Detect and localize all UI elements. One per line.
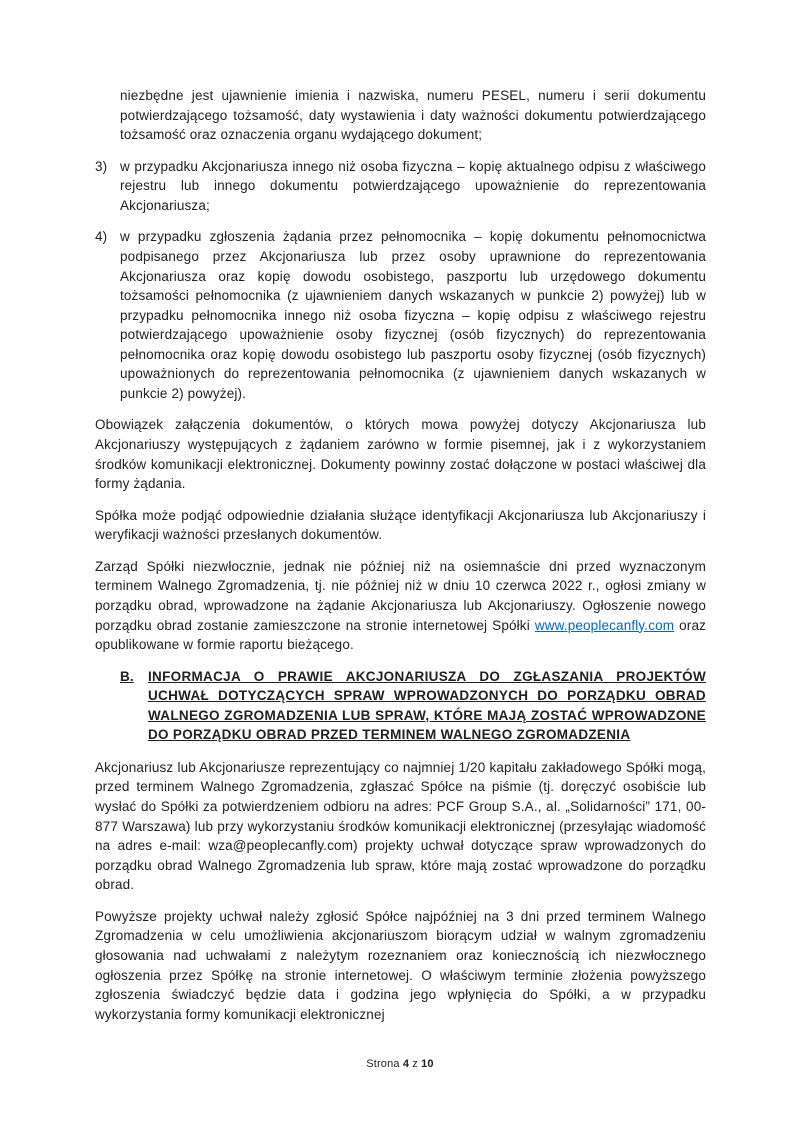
section-b-heading [95, 667, 706, 745]
paragraph-agenda-changes [95, 557, 706, 655]
document-content [95, 86, 706, 1036]
paragraph-agenda-changes-text-after: oraz opublikowane w formie raportu bieżącego. [95, 617, 707, 653]
paragraph-attachment-obligation: Obowiązek załączenia dokumentów, o których mowa powyżej dotyczy Akcjonariusza lub Akcjonariuszy występujących z żądaniem zarówno w formie pisemnej, jak i z wykorzystaniem środków komunikacji elektronicznej. Dokumenty powinny zostać dołączone w postaci właściwej dla formy żądania. [95, 417, 706, 492]
footer-of-label: z [409, 1058, 422, 1070]
list-item-3 [95, 157, 706, 216]
paragraph-agenda-changes-text-before: Zarząd Spółki niezwłocznie, jednak nie później niż na osiemnaście dni przed wyznaczonym terminem Walnego Zgromadzenia, tj. nie później niż w dniu 10 czerwca 2022 r., ogłosi zmiany w porządku obrad, wprowadzone na żądanie Akcjonariusza lub Akcjonariuszy. Ogłoszenie nowego porządku obrad zostanie zamieszczone na stronie internetowej Spółki [95, 558, 706, 633]
company-website-link[interactable]: www.peoplecanfly.com [534, 617, 675, 633]
section-b-title: INFORMACJA O PRAWIE AKCJONARIUSZA DO ZGŁASZANIA PROJEKTÓW UCHWAŁ DOTYCZĄCYCH SPRAW WPROWADZONYCH DO PORZĄDKU OBRAD WALNEGO ZGROMADZENIA LUB SPRAW, KTÓRE MAJĄ ZOSTAĆ WPROWADZONE DO PORZĄDKU OBRAD PRZED TERMINEM WALNEGO ZGROMADZENIA [148, 668, 706, 743]
footer-page-number: 4 [402, 1058, 410, 1070]
paragraph-submission-deadline: Powyższe projekty uchwał należy zgłosić Spółce najpóźniej na 3 dni przed terminem Walnego Zgromadzenia w celu umożliwienia akcjonariuszom biorącym udział w walnym zgromadzeniu głosowania nad uchwałami z należytym rozeznaniem oraz koniecznością ich niezwłocznego ogłoszenia przez Spółkę na stronie internetowej. O właściwym terminie złożenia powyższego zgłoszenia świadczyć będzie data i godzina jego wpłynięcia do Spółki, a w przypadku wykorzystania formy komunikacji elektronicznej [95, 908, 706, 1022]
list-item-4 [95, 227, 706, 403]
list-item-2-continuation-text: niezbędne jest ujawnienie imienia i nazwiska, numeru PESEL, numeru i serii dokumentu potwierdzającego tożsamość, daty wystawienia i daty ważności dokumentu potwierdzającego tożsamość oraz oznaczenia organu wydającego dokument; [120, 88, 706, 143]
list-item-3-text: w przypadku Akcjonariusza innego niż osoba fizyczna – kopię aktualnego odpisu z właściwego rejestru lub innego dokumentu potwierdzającego upoważnienie do reprezentowania Akcjonariusza; [120, 158, 706, 213]
list-item-3-number: 3) [95, 158, 108, 174]
section-b-letter: B. [120, 668, 134, 684]
paragraph-verification: Spółka może podjąć odpowiednie działania służące identyfikacji Akcjonariusza lub Akcjonariuszy i weryfikacji ważności przesłanych dokumentów. [95, 507, 706, 543]
footer-total-pages: 10 [421, 1058, 434, 1070]
footer-page-label: Strona [366, 1058, 403, 1070]
list-item-4-number: 4) [95, 229, 108, 245]
paragraph-draft-resolutions-right: Akcjonariusz lub Akcjonariusze reprezentujący co najmniej 1/20 kapitału zakładowego Spółki mogą, przed terminem Walnego Zgromadzenia, zgłaszać Spółce na piśmie (tj. doręczyć osobiście lub wysłać do Spółki za potwierdzeniem odbioru na adres: PCF Group S.A., al. „Solidarności” 171, 00-877 Warszawa) lub przy wykorzystaniu środków komunikacji elektronicznej (przesyłając wiadomość na adres e-mail: wza@peoplecanfly.com) projekty uchwał dotyczące spraw wprowadzonych do porządku obrad Walnego Zgromadzenia lub spraw, które mają zostać wprowadzone do porządku obrad. [95, 759, 706, 893]
page-footer [0, 1057, 800, 1073]
list-item-4-text: w przypadku zgłoszenia żądania przez pełnomocnika – kopię dokumentu pełnomocnictwa podpisanego przez Akcjonariusza lub przez osoby uprawnione do reprezentowania Akcjonariusza oraz kopię dowodu osobistego, paszportu lub urzędowego dokumentu tożsamości pełnomocnika (z ujawnieniem danych wskazanych w punkcie 2) powyżej) lub w przypadku pełnomocnika innego niż osoba fizyczna – kopię odpisu z właściwego rejestru potwierdzającego upoważnienie osoby fizycznej (osób fizycznych) do reprezentowania pełnomocnika oraz kopię dowodu osobistego lub paszportu osoby fizycznej (osób fizycznych) upoważnionych do reprezentowania pełnomocnika (z ujawnieniem danych wskazanych w punkcie 2) powyżej). [120, 229, 706, 401]
